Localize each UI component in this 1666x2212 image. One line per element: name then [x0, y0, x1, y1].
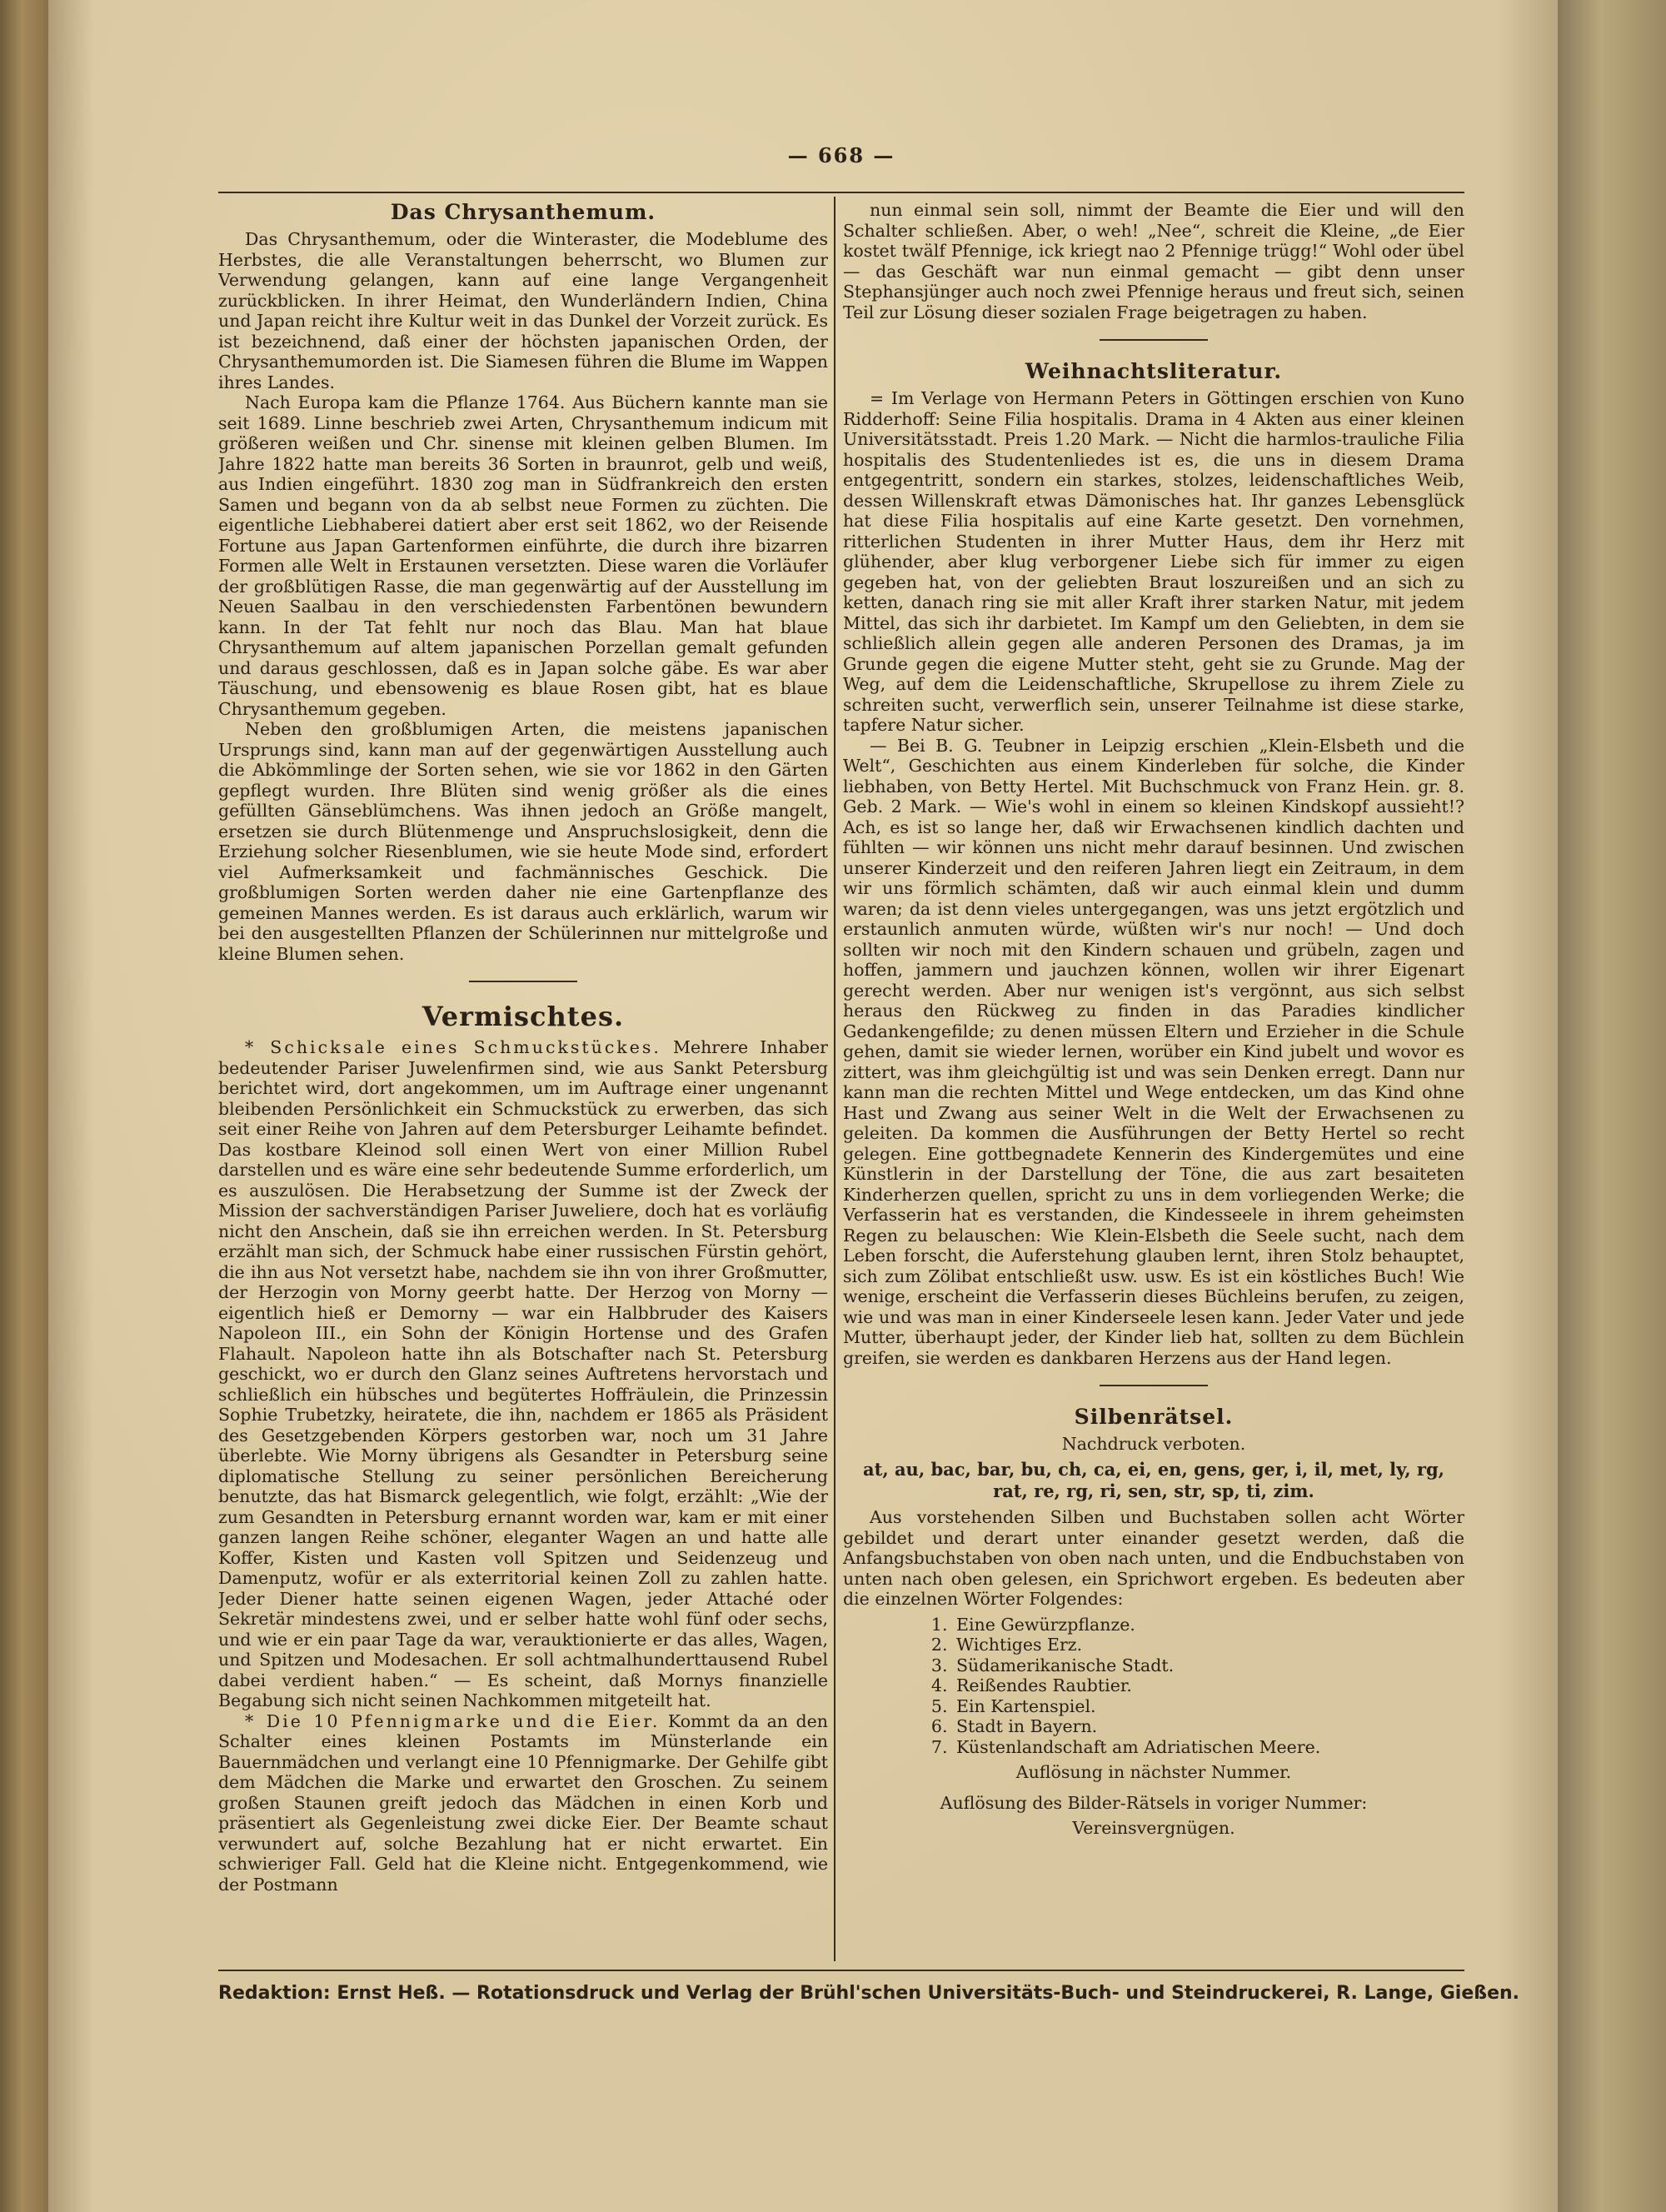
article-chrysanthemum [218, 200, 828, 964]
list-item: 4. Reißendes Raubtier. [953, 1675, 1464, 1696]
section-weihnachtsliteratur [843, 359, 1464, 1368]
list-item: 6. Stadt in Bayern. [953, 1716, 1464, 1737]
paragraph: Aus vorstehenden Silben und Buchstaben sollen acht Wörter gebildet und derart unter einander gesetzt werden, daß die Anfangsbuchstaben von oben nach unten, und die Endbuchstaben von unten nach oben gelesen, ein Sprichwort ergeben. Es bedeuten aber die einzelnen Wörter Folgendes: [843, 1507, 1464, 1609]
next-page-edge [1558, 0, 1666, 2212]
reprint-note: Nachdruck verboten. [1061, 1434, 1246, 1454]
section-vermischtes [218, 1001, 828, 1895]
item-heading: * Schicksale eines Schmuckstückes. [245, 1037, 661, 1057]
paragraph: Nach Europa kam die Pflanze 1764. Aus Büchern kannte man sie seit 1689. Linne beschrieb zwei Arten, Chrysanthemum indicum mit größeren weißen und Chr. sinense mit kleinen gelben Blumen. Im Jahre 1822 hatte man bereits 36 Sorten in braunrot, gelb und weiß, aus Indien eingeführt. 1830 zog man in Südfrankreich den ersten Samen und begann von da ab selbst neue Formen zu züchten. Die eigentliche Liebhaberei datiert aber erst seit 1862, wo der Reisende Fortune aus Japan Gartenformen einführte, die durch ihre bizarren Formen alle Welt in Erstaunen versetzten. Diese waren die Vorläufer der großblütigen Rasse, die man gegenwärtig auf der Ausstellung im Neuen Saalbau in den verschiedensten Farbentönen bewundern kann. In der Tat fehlt nur noch das Blau. Man hat blaue Chrysanthemum auf altem japanischen Porzellan gemalt gefunden und daraus geschlossen, daß es in Japan solche gäbe. Es war aber Täuschung, und ebensowenig es blaue Rosen gibt, hat es blaue Chrysanthemum gegeben. [218, 392, 828, 719]
solution-note: Auflösung in nächster Nummer. [1015, 1762, 1292, 1782]
picture-puzzle-note: Auflösung des Bilder-Rätsels in voriger Nummer: [940, 1793, 1368, 1813]
picture-puzzle-answer: Vereinsvergnügen. [1072, 1818, 1235, 1838]
paragraph: — Bei B. G. Teubner in Leipzig erschien „Klein-Elsbeth und die Welt“, Geschichten aus einem Kinderleben für solche, die Kinder liebhaben, von Betty Hertel. Mit Buchschmuck von Franz Hein. gr. 8. Geb. 2 Mark. — Wie's wohl in einem so kleinen Kindskopf aussieht!? Ach, es ist so lange her, daß wir Erwachsenen kindlich dachten und fühlten — wir können uns nicht mehr darauf besinnen. Und zwischen unserer Kinderzeit und den reiferen Jahren liegt ein Zeitraum, in dem wir uns förmlich schämten, daß wir auch einmal klein und dumm waren; da ist denn vieles untergegangen, was uns jetzt ergötzlich und erstaunlich anmuten würde, wüßten wir's nur noch! — Und doch sollten wir noch mit den Kindern schauen und grübeln, zagen und hoffen, jammern und jauchzen können, wollen wir ihrer Eigenart gerecht werden. Aber nur wenigen ist's vergönnt, aus sich selbst heraus den Rückweg zu finden in das Paradies kindlicher Gedankengefilde; zu denen müssen Eltern und Erzieher in die Schule gehen, damit sie wieder lernen, worüber ein Kind jubelt und wovor es zittert, was ihm gleichgültig ist und was sein Denken erregt. Dann nur kann man die rechten Mittel und Wege entdecken, um das Kind ohne Hast und Zwang aus seiner Welt in die Welt der Erwachsenen zu geleiten. Da kommen die Ausführungen der Betty Hertel so recht gelegen. Eine gottbegnadete Kennerin des Kindergemütes und eine Künstlerin in der Darstellung der Töne, die aus zart besaiteten Kinderherzen quellen, spricht zu uns in dem vorliegenden Werke; die Verfasserin hat es verstanden, die Kindesseele in ihrem geheimsten Regen zu belauschen: Wie Klein-Elsbeth die Seele sucht, nach dem Leben forscht, die Auferstehung glauben lernt, ihren Stolz behauptet, sich zum Zölibat entschließt usw. usw. Es ist ein köstliches Buch! Wie wenige, erscheint die Verfasserin dieses Büchleins berufen, zu zeigen, wie und was man in einer Kinderseele lesen kann. Jeder Vater und jede Mutter, überhaupt jeder, der Kinder lieb hat, sollten zu dem Büchlein greifen, sie werden es dankbaren Herzens aus der Hand legen. [843, 735, 1464, 1368]
paragraph: Das Chrysanthemum, oder die Winteraster, die Modeblume des Herbstes, die alle Veranstaltungen beherrscht, wo Blumen zur Verwendung gelangen, kann auf eine lange Vergangenheit zurückblicken. In ihrer Heimat, den Wunderländern Indien, China und Japan reicht ihre Kultur weit in das Dunkel der Vorzeit zurück. Es ist bezeichnend, daß einer der höchsten japanischen Orden, der Chrysanthemumorden ist. Die Siamesen führen die Blume im Wappen ihres Landes. [218, 229, 828, 392]
left-column [218, 200, 828, 1950]
list-item: 2. Wichtiges Erz. [953, 1635, 1464, 1655]
item-text: Mehrere Inhaber bedeutender Pariser Juwelenfirmen sind, wie aus Sankt Petersburg berichtet wird, dort angekommen, um im Auftrage einer ungenannt bleibenden Persönlichkeit ein Schmuckstück zu erwerben, das sich seit einer Reihe von Jahren auf dem Petersburger Leihamte befindet. Das kostbare Kleinod soll einen Wert von einer Million Rubel darstellen und es wäre eine sehr bedeutende Summe erforderlich, um es auszulösen. Die Herabsetzung der Summe ist der Zweck der Mission der sachverständigen Pariser Juweliere, doch hat es vorläufig nicht den Anschein, daß sie ihn erreichen werden. In St. Petersburg erzählt man sich, der Schmuck habe einer russischen Fürstin gehört, die ihn aus Not versetzt habe, nachdem sie ihn von ihrer Großmutter, der Herzogin von Morny geerbt hatte. Der Herzog von Morny — eigentlich hieß er Demorny — war ein Halbbruder des Kaisers Napoleon III., ein Sohn der Königin Hortense und des Grafen Flahault. Napoleon hatte ihn als Botschafter nach St. Petersburg geschickt, wo er durch den Glanz seines Auftretens hervorstach und schließlich ein hübsches und begütertes Hoffräulein, die Prinzessin Sophie Trubetzky, heiratete, die ihn, nachdem er 1865 als Präsident des Gesetzgebenden Körpers gestorben war, noch um 31 Jahre überlebte. Wie Morny übrigens als Gesandter in Petersburg seine diplomatische Stellung zu seiner persönlichen Bereicherung benutzte, das hat Bismarck gelegentlich, wie folgt, erzählt: „Wie der zum Gesandten in Petersburg ernannt worden war, kam er mit einer ganzen langen Reihe schöner, eleganter Wagen an und hatte alle Koffer, Kisten und Kasten voll Spitzen und Seidenzeug und Damenputz, wofür er als exterritorial keinen Zoll zu zahlen hatte. Jeder Diener hatte seinen eigenen Wagen, jeder Attaché oder Sekretär mindestens zwei, und er selber hatte wohl fünf oder sechs, und wie er ein paar Tage da war, verauktionierte er das alles, Wagen, und Spitzen und Modesachen. Er soll achtmalhunderttausend Rubel dabei verdient haben.“ — Es scheint, daß Mornys finanzielle Begabung sich nicht seinen Nachkommen mitgeteilt hat. [218, 1037, 828, 1710]
list-item: 3. Südamerikanische Stadt. [953, 1655, 1464, 1676]
paragraph-continuation: nun einmal sein soll, nimmt der Beamte die Eier und will den Schalter schließen. Aber, o weh! „Nee“, schreit die Kleine, „de Eier kostet twälf Pfennige, ick kriegt nao 2 Pfennige trügg!“ Wohl oder übel — das Geschäft war nun einmal gemacht — gibt denn unser Stephansjünger auch noch zwei Pfennige heraus und freut sich, seinen Teil zur Lösung dieser sozialen Frage beigetragen zu haben. [843, 200, 1464, 322]
paragraph [218, 1711, 828, 1895]
imprint-footer: Redaktion: Ernst Heß. — Rotationsdruck und Verlag der Brühl'schen Universitäts-Buch- und Steindruckerei, R. Lange, Gießen. [218, 1983, 1520, 2004]
section-separator [469, 981, 577, 982]
paragraph [218, 1037, 828, 1711]
section-separator [1100, 339, 1208, 341]
paragraph: = Im Verlage von Hermann Peters in Göttingen erschien von Kuno Ridderhoff: Seine Filia hospitalis. Drama in 4 Akten aus einer kleinen Universitätsstadt. Preis 1.20 Mark. — Nicht die harmlos-trauliche Filia hospitalis des Studentenliedes ist es, die uns in diesem Drama entgegentritt, sondern ein starkes, stolzes, leidenschaftliches Weib, dessen Willenskraft etwas Dämonisches hat. Ihr ganzes Lebensglück hat diese Filia hospitalis auf eine Karte gesetzt. Den vornehmen, ritterlichen Studenten in ihrer Mutter Haus, dem ihr Herz mit glühender, aber klug verborgener Liebe sich für immer zu eigen gegeben hat, von der geliebten Braut loszureißen und an sich zu ketten, danach ring sie mit aller Kraft ihrer starken Natur, mit jedem Mittel, das sich ihr darbietet. Im Kampf um den Geliebten, in dem sie schließlich allein gegen alle anderen Personen des Dramas, ja im Grunde gegen die eigene Mutter steht, geht sie zu Grunde. Mag der Weg, auf dem die Leidenschaftliche, Skrupellose zu ihrem Ziele zu schreiten sucht, verwerflich sein, unserer Teilnahme ist diese starke, tapfere Natur sicher. [843, 388, 1464, 735]
section-title: Vermischtes. [421, 1001, 625, 1032]
section-title: Silbenrätsel. [1074, 1405, 1234, 1429]
section-title: Weihnachtsliteratur. [1025, 359, 1283, 383]
syllable-list: at, au, bac, bar, bu, ch, ca, ei, en, gens, ger, i, il, met, ly, rg, rat, re, rg, ri, sen, str, sp, ti, zim. [863, 1459, 1444, 1501]
page-number: — 668 — [787, 143, 895, 167]
footer-rule [218, 1970, 1464, 1971]
right-column [843, 200, 1464, 1950]
item-heading: * Die 10 Pfennigmarke und die Eier. [245, 1710, 661, 1731]
list-item: 7. Küstenlandschaft am Adriatischen Meere. [953, 1737, 1464, 1758]
puzzle-item-list [843, 1615, 1464, 1758]
article-title: Das Chrysanthemum. [390, 200, 656, 224]
list-item: 1. Eine Gewürzpflanze. [953, 1615, 1464, 1635]
section-separator [1100, 1385, 1208, 1386]
paragraph: Neben den großblumigen Arten, die meistens japanischen Ursprungs sind, kann man auf der gegenwärtigen Ausstellung auch die Abkömmlinge der Sorten sehen, wie sie vor 1862 in den Gärten gepflegt wurden. Ihre Blüten sind wenig größer als die eines gefüllten Gänseblümchens. Was ihnen jedoch an Größe mangelt, ersetzen sie durch Blütenmenge und Anspruchslosigkeit, denn die Erziehung solcher Riesenblumen, wie sie heute Mode sind, erfordert viel Aufmerksamkeit und fachmännisches Geschick. Die großblumigen Sorten werden daher nie eine Gartenpflanze des gemeinen Mannes werden. Es ist daraus auch erklärlich, warum wir bei den ausgestellten Pflanzen der Schülerinnen nur mittelgroße und kleine Blumen sehen. [218, 719, 828, 964]
list-item: 5. Ein Kartenspiel. [953, 1696, 1464, 1717]
section-silbenraetsel [843, 1405, 1464, 1839]
column-divider [834, 197, 835, 1961]
item-text: Kommt da an den Schalter eines kleinen Postamts im Münsterlande ein Bauernmädchen und verlangt eine 10 Pfennigmarke. Der Gehilfe gibt dem Mädchen die Marke und erwartet den Groschen. Zu seinem großen Staunen greift jedoch das Mädchen in einen Korb und präsentiert als Gegenleistung zwei dicke Eier. Der Beamte schaut verwundert auf, solche Bezahlung hat er nicht erwartet. Ein schwieriger Fall. Geld hat die Kleine nicht. Entgegenkommend, wie der Postmann [218, 1710, 828, 1895]
previous-page-edge [0, 0, 48, 2212]
header-rule [218, 192, 1464, 193]
